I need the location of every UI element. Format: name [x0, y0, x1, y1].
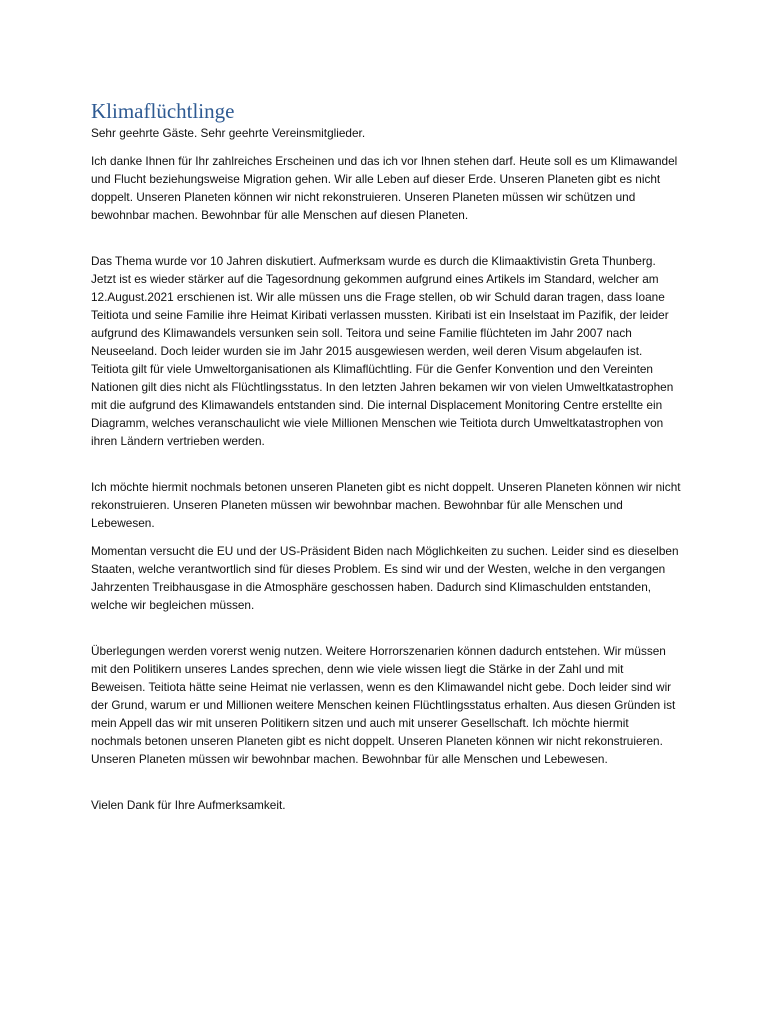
spacer [91, 532, 681, 542]
salutation: Sehr geehrte Gäste. Sehr geehrte Vereinsmitglieder. [91, 126, 366, 140]
paragraph-topic: Das Thema wurde vor 10 Jahren diskutiert. Aufmerksam wurde es durch die Klimaaktivistin Greta Thunberg. Jetzt ist es wieder stärker auf die Tagesordnung gekommen aufgrund eines Artikels im Standard, welcher am 12.August.2021 erschienen ist. Wir alle müssen uns die Frage stellen, ob wir Schuld daran tragen, dass Ioane Teitiota und seine Familie ihre Heimat Kiribati verlassen mussten. Kiribati ist ein Inselstaat im Pazifik, der leider aufgrund des Klimawandels versunken sein soll. Teitora und seine Familie flüchteten im Jahr 2007 nach Neuseeland. Doch leider wurden sie im Jahr 2015 ausgewiesen werden, weil deren Visum abgelaufen ist. Teitiota gilt für viele Umweltorganisationen als Klimaflüchtling. Für die Genfer Konvention und den Vereinten Nationen gilt dies nicht als Flüchtlingsstatus. In den letzten Jahren bekamen wir von vielen Umweltkatastrophen mit die aufgrund des Klimawandels entstanden sind. Die internal Displacement Monitoring Centre erstellte ein Diagramm, welches veranschaulicht wie viele Millionen Menschen wie Teitiota durch Umweltkatastrophen von ihren Ländern vertrieben werden. [91, 254, 674, 448]
paragraph-emphasis: Ich möchte hiermit nochmals betonen unseren Planeten gibt es nicht doppelt. Unseren Planeten können wir nicht rekonstruieren. Unseren Planeten müssen wir bewohnbar machen. Bewohnbar für alle Menschen und Lebewesen. [91, 480, 681, 530]
spacer [91, 614, 681, 642]
spacer [91, 450, 681, 478]
paragraph-closing: Vielen Dank für Ihre Aufmerksamkeit. [91, 798, 286, 812]
document-page [91, 98, 681, 814]
paragraph-appeal: Überlegungen werden vorerst wenig nutzen. Weitere Horrorszenarien können dadurch entstehen. Wir müssen mit den Politikern unseres Landes sprechen, denn wie viele wissen liegt die Stärke in der Zahl und mit Beweisen. Teitiota hätte seine Heimat nie verlassen, wenn es den Klimawandel nicht gebe. Doch leider sind wir der Grund, warum er und Millionen weitere Menschen keinen Flüchtlingsstatus erhalten. Aus diesen Gründen ist mein Appell das wir mit unseren Politikern sitzen und auch mit unserer Gesellschaft. Ich möchte hiermit nochmals betonen unseren Planeten gibt es nicht doppelt. Unseren Planeten können wir nicht rekonstruieren. Unseren Planeten müssen wir bewohnbar machen. Bewohnbar für alle Menschen und Lebewesen. [91, 644, 676, 766]
paragraph-intro: Ich danke Ihnen für Ihr zahlreiches Erscheinen und das ich vor Ihnen stehen darf. Heute soll es um Klimawandel und Flucht beziehungsweise Migration gehen. Wir alle Leben auf dieser Erde. Unseren Planeten gibt es nicht doppelt. Unseren Planeten können wir nicht rekonstruieren. Unseren Planeten müssen wir schützen und bewohnbar machen. Bewohnbar für alle Menschen auf diesen Planeten. [91, 154, 678, 222]
spacer [91, 768, 681, 796]
document-title: Klimaflüchtlinge [91, 99, 235, 123]
spacer [91, 224, 681, 252]
paragraph-eu: Momentan versucht die EU und der US-Präsident Biden nach Möglichkeiten zu suchen. Leider sind es dieselben Staaten, welche verantwortlich sind für dieses Problem. Es sind wir und der Westen, welche in den vergangen Jahrzenten Treibhausgase in die Atmosphäre geschossen haben. Dadurch sind Klimaschulden entstanden, welche wir begleichen müssen. [91, 544, 679, 612]
